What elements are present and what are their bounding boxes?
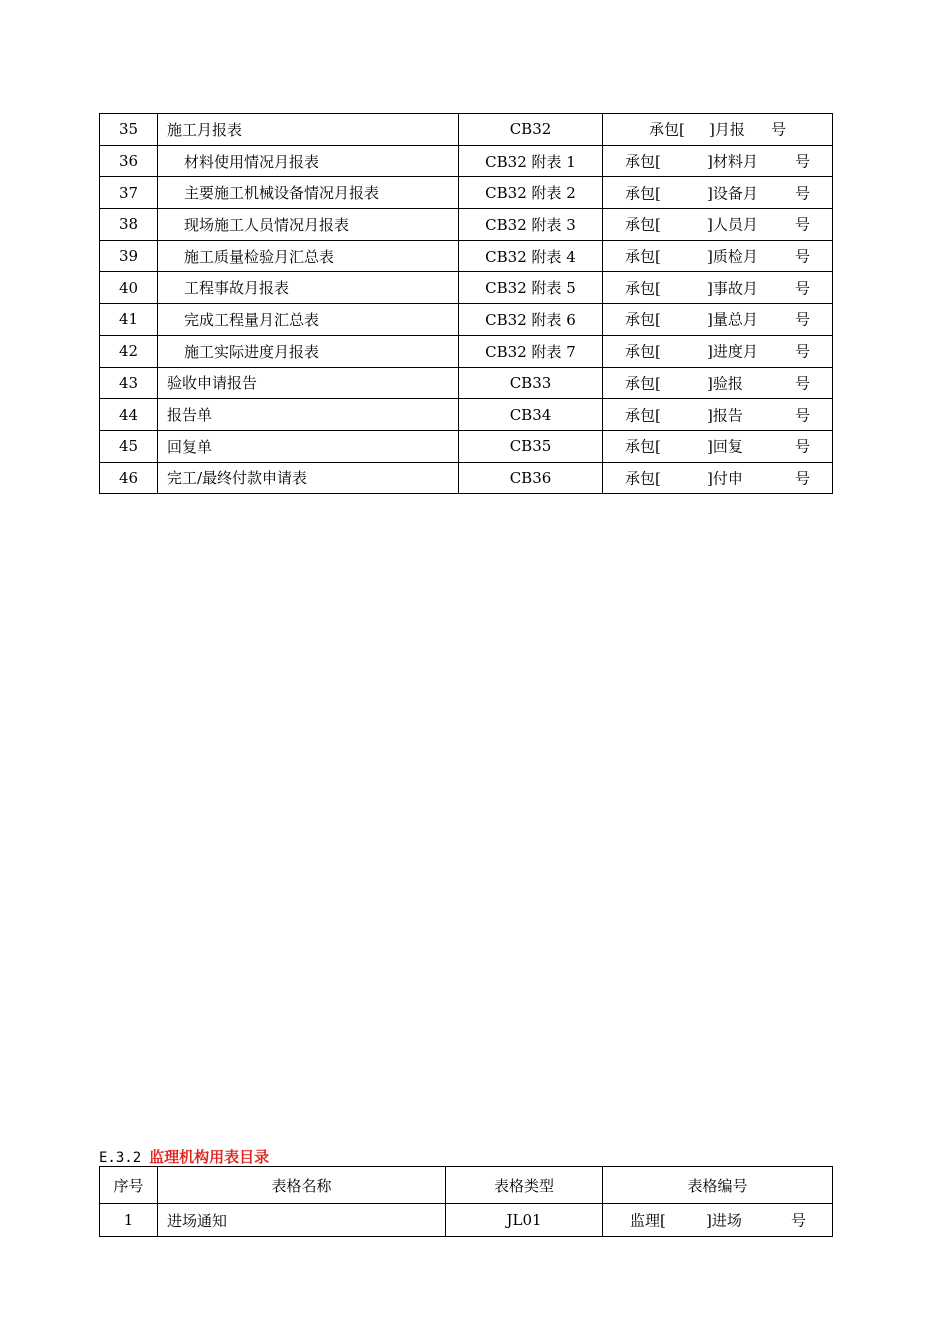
row-number: 38 bbox=[100, 209, 158, 241]
code-prefix: 承包[ bbox=[625, 152, 661, 171]
table-row bbox=[100, 145, 833, 177]
form-code bbox=[603, 399, 833, 431]
form-code bbox=[603, 462, 833, 494]
table-row bbox=[100, 240, 833, 272]
row-number: 45 bbox=[100, 430, 158, 462]
form-code bbox=[603, 1204, 833, 1237]
section-number: E.3.2 bbox=[99, 1150, 142, 1166]
form-name: 现场施工人员情况月报表 bbox=[158, 209, 459, 241]
form-code bbox=[603, 272, 833, 304]
code-suffix: 号 bbox=[795, 437, 811, 456]
form-type: CB32 附表 1 bbox=[459, 145, 603, 177]
code-prefix: 承包[ bbox=[625, 437, 661, 456]
form-code bbox=[603, 430, 833, 462]
code-middle: ]进场 bbox=[706, 1211, 742, 1230]
form-type: CB32 附表 3 bbox=[459, 209, 603, 241]
row-number: 1 bbox=[100, 1204, 158, 1237]
form-name: 主要施工机械设备情况月报表 bbox=[158, 177, 459, 209]
code-suffix: 号 bbox=[795, 279, 811, 298]
form-type: CB32 附表 2 bbox=[459, 177, 603, 209]
form-name: 验收申请报告 bbox=[158, 367, 459, 399]
form-code bbox=[603, 145, 833, 177]
contractor-forms-table bbox=[99, 113, 833, 494]
code-suffix: 号 bbox=[795, 374, 811, 393]
table-row bbox=[100, 335, 833, 367]
form-code bbox=[603, 240, 833, 272]
code-suffix: 号 bbox=[795, 342, 811, 361]
code-middle: ]量总月 bbox=[707, 310, 758, 329]
form-type: CB32 bbox=[459, 114, 603, 146]
code-suffix: 号 bbox=[795, 184, 811, 203]
row-number: 42 bbox=[100, 335, 158, 367]
code-prefix: 承包[ bbox=[625, 184, 661, 203]
table-row bbox=[100, 399, 833, 431]
form-code bbox=[603, 209, 833, 241]
table-row bbox=[100, 430, 833, 462]
code-suffix: 号 bbox=[795, 247, 811, 266]
supervisor-forms-table-body bbox=[100, 1167, 833, 1237]
code-prefix: 承包[ bbox=[625, 469, 661, 488]
form-type: CB32 附表 7 bbox=[459, 335, 603, 367]
header-code: 表格编号 bbox=[603, 1167, 833, 1204]
form-name: 工程事故月报表 bbox=[158, 272, 459, 304]
row-number: 43 bbox=[100, 367, 158, 399]
table-row bbox=[100, 367, 833, 399]
row-number: 36 bbox=[100, 145, 158, 177]
code-middle: ]回复 bbox=[707, 437, 743, 456]
form-type: CB34 bbox=[459, 399, 603, 431]
code-middle: ]进度月 bbox=[707, 342, 758, 361]
form-type: CB36 bbox=[459, 462, 603, 494]
form-type: CB35 bbox=[459, 430, 603, 462]
code-prefix: 承包[ bbox=[625, 247, 661, 266]
form-type: CB33 bbox=[459, 367, 603, 399]
code-prefix: 承包[ bbox=[625, 374, 661, 393]
code-middle: ]报告 bbox=[707, 406, 743, 425]
form-type: JL01 bbox=[446, 1204, 603, 1237]
table-row bbox=[100, 209, 833, 241]
code-middle: ]材料月 bbox=[707, 152, 758, 171]
table-row bbox=[100, 304, 833, 336]
table-row bbox=[100, 462, 833, 494]
form-code bbox=[603, 335, 833, 367]
row-number: 46 bbox=[100, 462, 158, 494]
row-number: 44 bbox=[100, 399, 158, 431]
code-suffix: 号 bbox=[771, 120, 787, 139]
form-name: 材料使用情况月报表 bbox=[158, 145, 459, 177]
code-suffix: 号 bbox=[795, 469, 811, 488]
table-row bbox=[100, 177, 833, 209]
form-name: 进场通知 bbox=[158, 1204, 446, 1237]
row-number: 41 bbox=[100, 304, 158, 336]
code-middle: ]设备月 bbox=[707, 184, 758, 203]
form-type: CB32 附表 6 bbox=[459, 304, 603, 336]
row-number: 37 bbox=[100, 177, 158, 209]
form-code bbox=[603, 114, 833, 146]
table-row bbox=[100, 1204, 833, 1237]
row-number: 40 bbox=[100, 272, 158, 304]
section-heading bbox=[99, 1146, 269, 1167]
form-name: 完工/最终付款申请表 bbox=[158, 462, 459, 494]
form-type: CB32 附表 4 bbox=[459, 240, 603, 272]
code-middle: ]付申 bbox=[707, 469, 743, 488]
code-suffix: 号 bbox=[791, 1211, 807, 1230]
code-prefix: 承包[ bbox=[649, 120, 685, 139]
form-name: 回复单 bbox=[158, 430, 459, 462]
form-name: 报告单 bbox=[158, 399, 459, 431]
code-prefix: 承包[ bbox=[625, 215, 661, 234]
form-code bbox=[603, 367, 833, 399]
code-prefix: 监理[ bbox=[630, 1211, 666, 1230]
table-header-row bbox=[100, 1167, 833, 1204]
form-code bbox=[603, 304, 833, 336]
code-suffix: 号 bbox=[795, 215, 811, 234]
code-suffix: 号 bbox=[795, 310, 811, 329]
row-number: 35 bbox=[100, 114, 158, 146]
row-number: 39 bbox=[100, 240, 158, 272]
code-prefix: 承包[ bbox=[625, 310, 661, 329]
section-title: 监理机构用表目录 bbox=[149, 1148, 270, 1166]
code-prefix: 承包[ bbox=[625, 406, 661, 425]
form-type: CB32 附表 5 bbox=[459, 272, 603, 304]
code-middle: ]质检月 bbox=[707, 247, 758, 266]
form-code bbox=[603, 177, 833, 209]
header-type: 表格类型 bbox=[446, 1167, 603, 1204]
header-name: 表格名称 bbox=[158, 1167, 446, 1204]
code-middle: ]人员月 bbox=[707, 215, 758, 234]
code-prefix: 承包[ bbox=[625, 279, 661, 298]
code-suffix: 号 bbox=[795, 406, 811, 425]
contractor-forms-table-body bbox=[100, 114, 833, 494]
form-name: 施工质量检验月汇总表 bbox=[158, 240, 459, 272]
code-middle: ]事故月 bbox=[707, 279, 758, 298]
form-name: 施工月报表 bbox=[158, 114, 459, 146]
code-prefix: 承包[ bbox=[625, 342, 661, 361]
table-row bbox=[100, 272, 833, 304]
form-name: 完成工程量月汇总表 bbox=[158, 304, 459, 336]
table-row bbox=[100, 114, 833, 146]
supervisor-forms-table bbox=[99, 1166, 833, 1237]
code-middle: ]月报 bbox=[709, 120, 745, 139]
code-suffix: 号 bbox=[795, 152, 811, 171]
code-middle: ]验报 bbox=[707, 374, 743, 393]
header-no: 序号 bbox=[100, 1167, 158, 1204]
form-name: 施工实际进度月报表 bbox=[158, 335, 459, 367]
